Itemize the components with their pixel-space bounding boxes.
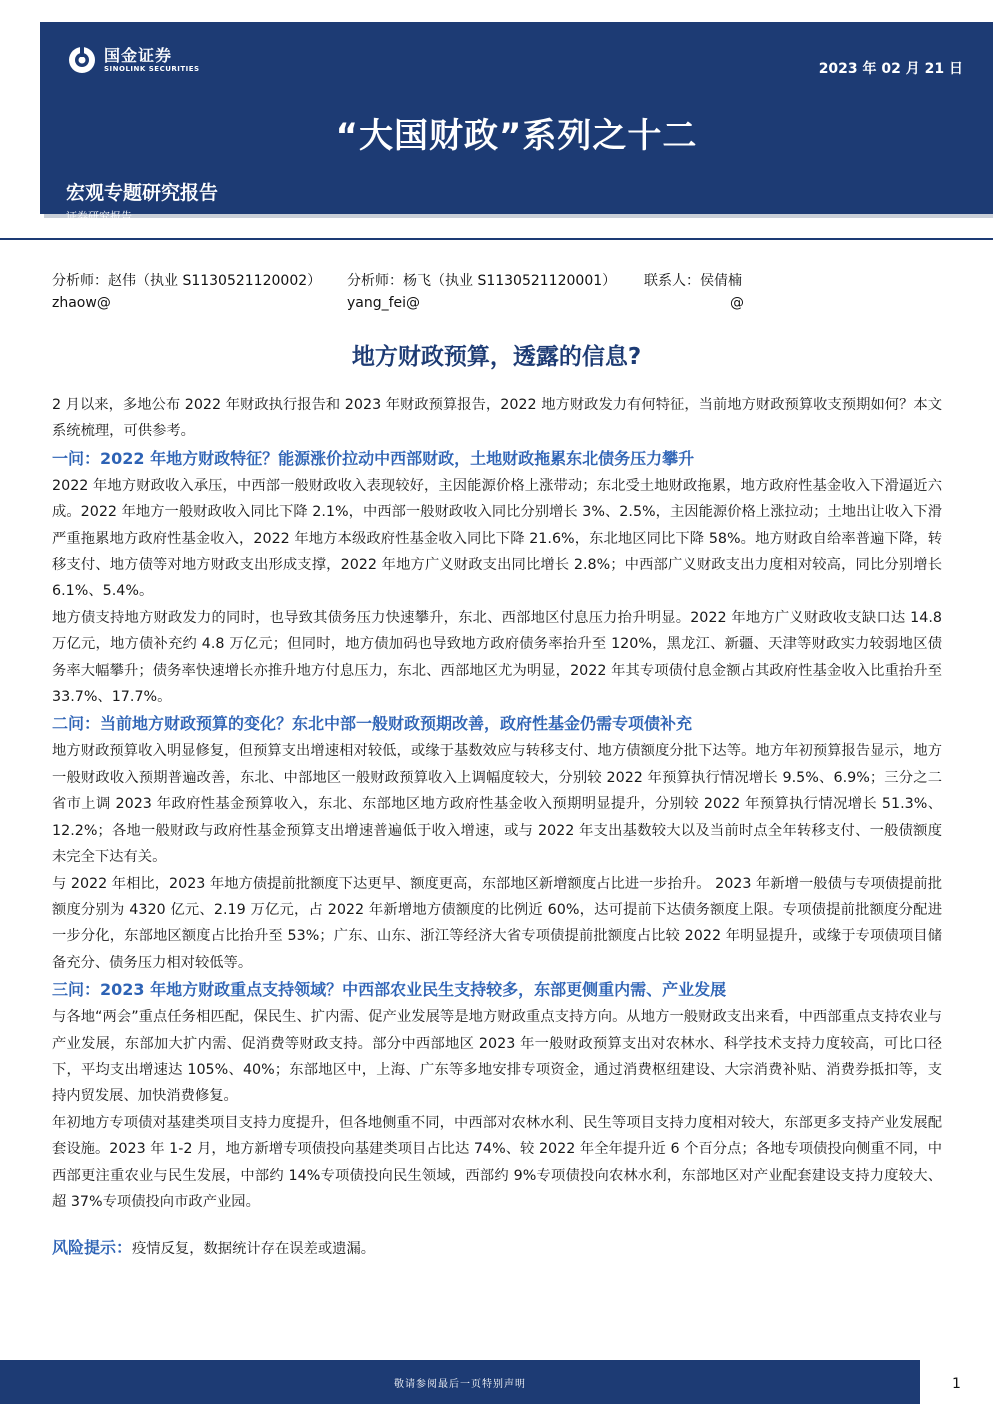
risk-notice	[52, 1235, 942, 1262]
header-banner	[40, 22, 993, 223]
contact-person	[644, 270, 744, 314]
analyst-2-name: 分析师：杨飞（执业 S1130521120001）	[347, 273, 617, 289]
section-2-paragraph-2: 与 2022 年相比，2023 年地方债提前批额度下达更早、额度更高，东部地区新增额度占比进一步抬升。 2023 年新增一般债与专项债提前批额度分别为 4320 亿元、2.19 万亿元，占 2022 年新增地方债额度的比例近 60%，达可提前下达债务额度上限。专项债提前批额度分配进一步分化，东部地区额度占比抬升至 53%；广东、山东、浙江等经济大省专项债提前批额度占比较 2022 年明显提升，或缘于专项债项目储备充分、债务压力相对较低等。	[52, 875, 942, 971]
section-2-paragraph-1: 地方财政预算收入明显修复，但预算支出增速相对较低，或缘于基数效应与转移支付、地方债额度分批下达等。地方年初预算报告显示，地方一般财政收入预期普遍改善，东北、中部地区一般财政预算收入上调幅度较大，分别较 2022 年预算执行情况增长 9.5%、6.9%；三分之二省市上调 2023 年政府性基金预算收入，东北、东部地区地方政府性基金收入预期明显提升，分别较 2022 年预算执行情况增长 51.3%、12.2%；各地一般财政与政府性基金预算支出增速普遍低于收入增速，或与 2022 年支出基数较大以及当前时点全年转移支付、一般债额度未完全下达有关。	[52, 743, 942, 866]
report-body	[52, 392, 942, 1262]
series-title: “大国财政”系列之十二	[335, 116, 698, 156]
logo-name-cn: 国金证券	[104, 45, 173, 65]
section-3-heading: 三问：2023 年地方财政重点支持领域？中西部农业民生支持较多，东部更侧重内需、产业发展	[52, 980, 727, 1000]
intro-paragraph: 2 月以来，多地公布 2022 年财政执行报告和 2023 年财政预算报告，2022 地方财政发力有何特征，当前地方财政预算收支预期如何？本文系统梳理，可供参考。	[52, 397, 942, 440]
section-3-paragraph-1: 与各地“两会”重点任务相匹配，保民生、扩内需、促产业发展等是地方财政重点支持方向。从地方一般财政支出来看，中西部重点支持农业与产业发展，东部加大扩内需、促消费等财政支持。部分中西部地区 2023 年一般财政预算支出对农林水、科学技术支持力度较高，可比口径下，平均支出增速达 105%、40%；东部地区中，上海、广东等多地安排专项资金，通过消费枢纽建设、大宗消费补贴、消费券抵扣等，支持内贸发展、加快消费修复。	[52, 1009, 942, 1105]
section-1-paragraph-2: 地方债支持地方财政发力的同时，也导致其债务压力快速攀升，东北、西部地区付息压力抬升明显。2022 年地方广义财政收支缺口达 14.8 万亿元，地方债补充约 4.8 万亿元；但同时，地方债加码也导致地方政府债务率抬升至 120%，黑龙江、新疆、天津等财政实力较弱地区债务率大幅攀升；债务率快速增长亦推升地方付息压力，东北、西部地区尤为明显，2022 年其专项债付息金额占其政府性基金收入比重抬升至 33.7%、17.7%。	[52, 609, 942, 706]
analyst-2-email: yang_fei@	[347, 295, 421, 311]
risk-text: 疫情反复，数据统计存在误差或遗漏。	[132, 1241, 376, 1258]
section-2-heading: 二问：当前地方财政预算的变化？东北中部一般财政预期改善，政府性基金仍需专项债补充	[52, 714, 693, 734]
report-type: 宏观专题研究报告	[66, 182, 219, 204]
analyst-1-name: 分析师：赵伟（执业 S1130521120002）	[52, 273, 322, 289]
report-date: 2023 年 02 月 21 日	[818, 61, 963, 77]
contact-email: @	[730, 295, 744, 311]
section-1-heading: 一问：2022 年地方财政特征？能源涨价拉动中西部财政，土地财政拖累东北债务压力攀升	[52, 448, 695, 468]
analyst-2	[347, 270, 616, 314]
page-number: 1	[952, 1376, 961, 1392]
footer-notice: 敬请参阅最后一页特别声明	[394, 1379, 526, 1390]
contact-name: 联系人：侯倩楠	[644, 273, 742, 289]
analyst-1-email: zhaow@	[52, 295, 111, 311]
section-3-paragraph-2: 年初地方专项债对基建类项目支持力度提升，但各地侧重不同，中西部对农林水利、民生等项目支持力度相对较大，东部更多支持产业发展配套设施。2023 年 1-2 月，地方新增专项债投向基建类项目占比达 74%、较 2022 年全年提升近 6 个百分点；各地专项债投向侧重不同，中西部更注重农业与民生发展，中部约 14%专项债投向民生领域，西部约 9%专项债投向农林水利，东部地区对产业配套建设支持力度较大、超 37%专项债投向市政产业园。	[52, 1114, 942, 1210]
main-title: 地方财政预算，透露的信息?	[351, 344, 642, 370]
header-divider	[0, 238, 993, 240]
analyst-1	[52, 270, 321, 314]
report-class: 证券研究报告	[66, 210, 132, 223]
section-1-paragraph-1: 2022 年地方财政收入承压，中西部一般财政收入表现较好，主因能源价格上涨带动；东北受土地财政拖累，地方政府性基金收入下滑逼近六成。2022 年地方一般财政收入同比下降 2.1%，中西部一般财政收入同比分别增长 3%、2.5%，主因能源价格上涨拉动；土地出让收入下滑严重拖累地方政府性基金收入，2022 年地方本级政府性基金收入同比下降 21.6%，东北地区同比下降 58%。地方财政自给率普遍下降，转移支付、地方债等对地方财政支出形成支撑，2022 年地方广义财政支出同比增长 2.8%；中西部广义财政支出力度相对较高，同比分别增长 6.1%、5.4%。	[52, 477, 942, 600]
logo-mark-icon	[68, 46, 96, 74]
risk-label: 风险提示：	[52, 1238, 133, 1258]
logo-name-en: SINOLINK SECURITIES	[104, 64, 200, 73]
company-logo	[68, 46, 200, 74]
